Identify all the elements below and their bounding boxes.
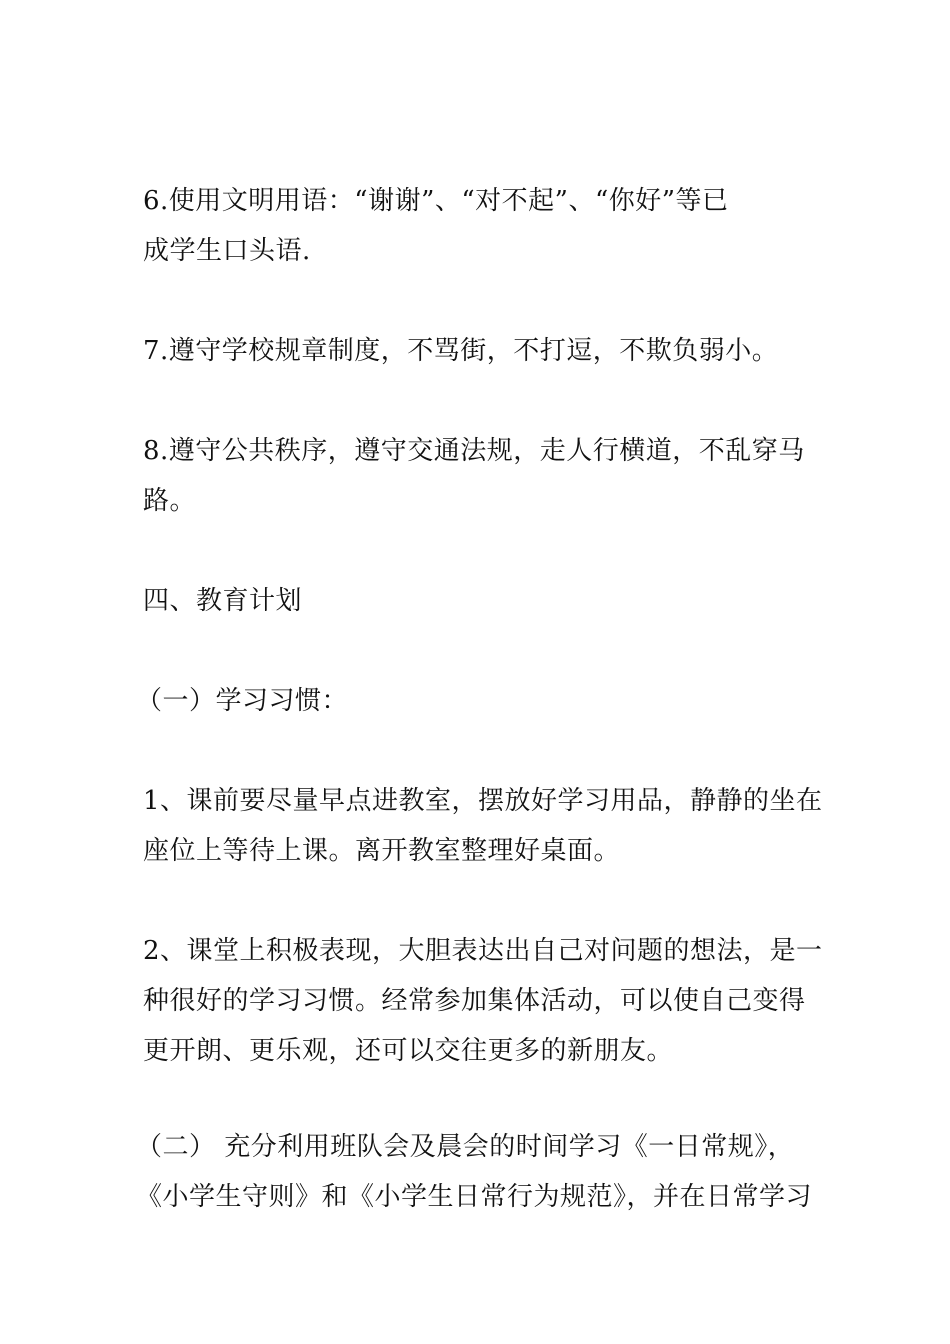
text-line: 种很好的学习习惯。经常参加集体活动，可以使自己变得 — [143, 986, 806, 1016]
text-line: （二） 充分利用班队会及晨会的时间学习《一日常规》， — [136, 1132, 795, 1162]
heading-text: 四、教育计划 — [143, 586, 303, 616]
text-line: 6.使用文明用语：“谢谢”、“对不起”、“你好”等已 — [143, 186, 729, 216]
text-line: 2、课堂上积极表现，大胆表达出自己对问题的想法，是一 — [143, 936, 823, 966]
text-line: 成学生口头语. — [143, 236, 311, 266]
text-line: 座位上等待上课。离开教室整理好桌面。 — [143, 836, 621, 866]
section-heading — [143, 576, 808, 626]
study-habit-item-2 — [143, 926, 823, 1076]
heading-text: （一）学习习惯： — [136, 686, 349, 716]
text-line: 《小学生守则》和《小学生日常行为规范》，并在日常学习 — [136, 1182, 813, 1212]
text-line: 7.遵守学校规章制度，不骂街，不打逗，不欺负弱小。 — [143, 336, 779, 366]
text-line: 1、课前要尽量早点进教室，摆放好学习用品，静静的坐在 — [143, 786, 823, 816]
paragraph-item-7 — [143, 326, 808, 376]
study-habit-item-1 — [143, 776, 823, 876]
text-line: 8.遵守公共秩序，遵守交通法规，走人行横道，不乱穿马 — [143, 436, 805, 466]
paragraph-item-6 — [143, 176, 808, 276]
subsection-heading — [136, 676, 801, 726]
subsection-paragraph — [136, 1122, 813, 1222]
paragraph-item-8 — [143, 426, 808, 526]
text-line: 更开朗、更乐观，还可以交往更多的新朋友。 — [143, 1036, 674, 1066]
text-line: 路。 — [143, 486, 197, 516]
